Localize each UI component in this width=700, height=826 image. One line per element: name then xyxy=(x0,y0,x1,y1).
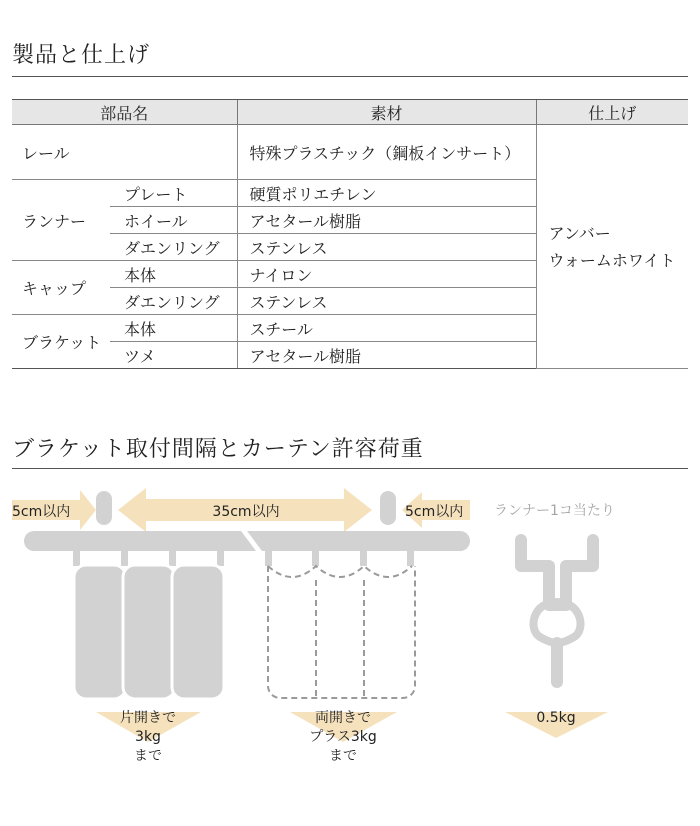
material: アセタール樹脂 xyxy=(237,207,536,234)
title-divider xyxy=(12,468,688,469)
sub-part: ツメ xyxy=(110,342,237,369)
finish-cell xyxy=(536,125,688,369)
part-cap: キャップ xyxy=(12,261,110,315)
runner-hook xyxy=(169,550,176,566)
runner-wheel-arm xyxy=(521,540,593,605)
load-single-line3: まで xyxy=(134,748,162,764)
part-runner: ランナー xyxy=(12,180,110,261)
bracket-left xyxy=(96,491,112,525)
bracket-right xyxy=(380,491,396,525)
load-double-line1: 両開きで xyxy=(315,710,371,726)
runner-hook xyxy=(265,550,272,566)
material-rail: 特殊プラスチック（鋼板インサート） xyxy=(237,125,536,180)
curtain-fold xyxy=(123,565,175,699)
load-single-line2: 3kg xyxy=(135,729,161,745)
sub-part: 本体 xyxy=(110,315,237,342)
sub-part: ダエンリング xyxy=(110,234,237,261)
spacing-load-diagram xyxy=(0,480,700,780)
sub-part: ホイール xyxy=(110,207,237,234)
section-title-spacing: ブラケット取付間隔とカーテン許容荷重 xyxy=(12,437,424,462)
runner-hook xyxy=(407,550,414,566)
load-double-line3: まで xyxy=(329,748,357,764)
curtain-fold-outline xyxy=(268,566,415,698)
load-single-line1: 片開きで xyxy=(120,710,176,726)
material: ステンレス xyxy=(237,288,536,315)
material: アセタール樹脂 xyxy=(237,342,536,369)
products-table xyxy=(12,99,688,369)
curtain-fold xyxy=(172,565,224,699)
title-divider xyxy=(12,76,688,77)
curtain-solid xyxy=(74,565,224,699)
runners xyxy=(73,550,414,566)
table-header-row xyxy=(12,100,688,125)
runner-hook xyxy=(360,550,367,566)
header-finish: 仕上げ xyxy=(536,100,688,125)
part-bracket: ブラケット xyxy=(12,315,110,369)
sub-part: 本体 xyxy=(110,261,237,288)
rail-left xyxy=(24,531,256,551)
material: 硬質ポリエチレン xyxy=(237,180,536,207)
dim-label-right: 5cm以内 xyxy=(405,504,464,520)
runner-hook xyxy=(73,550,80,566)
runner-hook xyxy=(121,550,128,566)
runner-hook xyxy=(217,550,224,566)
runner-detail-icon xyxy=(521,540,593,682)
curtain-dashed xyxy=(268,566,415,698)
section-title-products: 製品と仕上げ xyxy=(12,43,151,68)
finish-amber: アンバー xyxy=(548,223,611,243)
material: スチール xyxy=(237,315,536,342)
curtain-fold xyxy=(74,565,126,699)
table-row xyxy=(12,125,688,180)
dim-label-left: 5cm以内 xyxy=(12,504,71,520)
rail-right xyxy=(247,531,470,551)
runner-caption: ランナー1コ当たり xyxy=(494,503,615,519)
load-runner-label: 0.5kg xyxy=(536,710,576,726)
header-material: 素材 xyxy=(237,100,536,125)
load-double-line2: プラス3kg xyxy=(309,729,377,745)
sub-part: ダエンリング xyxy=(110,288,237,315)
material: ナイロン xyxy=(237,261,536,288)
part-rail: レール xyxy=(12,125,237,180)
curtain-scallop xyxy=(268,566,412,577)
material: ステンレス xyxy=(237,234,536,261)
finish-warm-white: ウォームホワイト xyxy=(548,250,676,270)
runner-hook xyxy=(312,550,319,566)
dim-label-middle: 35cm以内 xyxy=(212,504,280,520)
sub-part: プレート xyxy=(110,180,237,207)
header-part: 部品名 xyxy=(12,100,237,125)
